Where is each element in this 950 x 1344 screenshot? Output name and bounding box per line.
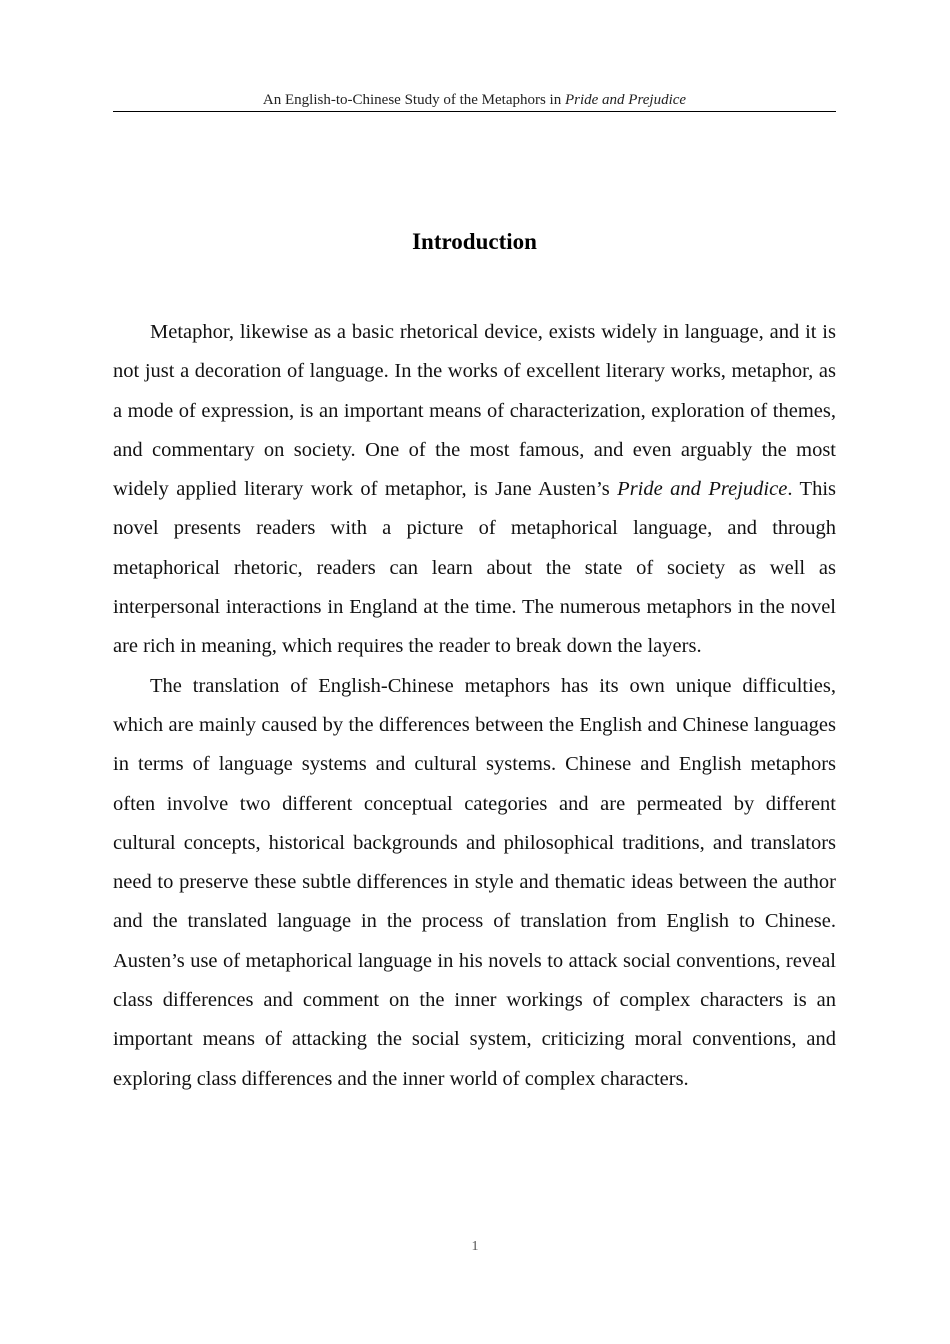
- running-header-text: An English-to-Chinese Study of the Metaphors in: [262, 92, 565, 108]
- chapter-title: Introduction: [412, 229, 537, 254]
- paragraph-2: The translation of English-Chinese metaphors has its own unique difficulties, which are mainly caused by the differences between the English and Chinese languages in terms of language systems and cultural systems. Chinese and English metaphors often involve two different conceptual categories and are permeated by different cultural concepts, historical backgrounds and philosophical traditions, and translators need to preserve these subtle differences in style and thematic ideas between the author and the translated language in the process of translation from English to Chinese. Austen’s use of metaphorical language in his novels to attack social conventions, reveal class differences and comment on the inner workings of complex characters is an important means of attacking the social system, criticizing moral conventions, and exploring class differences and the inner world of complex characters.: [113, 674, 836, 1090]
- page-number: 1: [471, 1239, 479, 1254]
- running-header-book-title: Pride and Prejudice: [564, 92, 687, 108]
- paragraph-1-text-end: . This novel presents readers with a picture of metaphorical language, and through metaphorical rhetoric, readers can learn about the state of society as well as interpersonal interactions in England at the time. The numerous metaphors in the novel are rich in meaning, which requires the reader to break down the layers.: [113, 478, 836, 658]
- running-header: [113, 90, 836, 112]
- paragraph-1-text-start: Metaphor, likewise as a basic rhetorical device, exists widely in language, and it is not just a decoration of language. In the works of excellent literary works, metaphor, as a mode of expression, is an important means of characterization, exploration of themes, and commentary on society. One of the most famous, and even arguably the most widely applied literary work of metaphor, is Jane Austen’s: [113, 321, 836, 501]
- paragraph-1-book-title: Pride and Prejudice: [617, 478, 788, 501]
- body-text: [113, 313, 836, 1099]
- paragraph-1: [113, 313, 836, 667]
